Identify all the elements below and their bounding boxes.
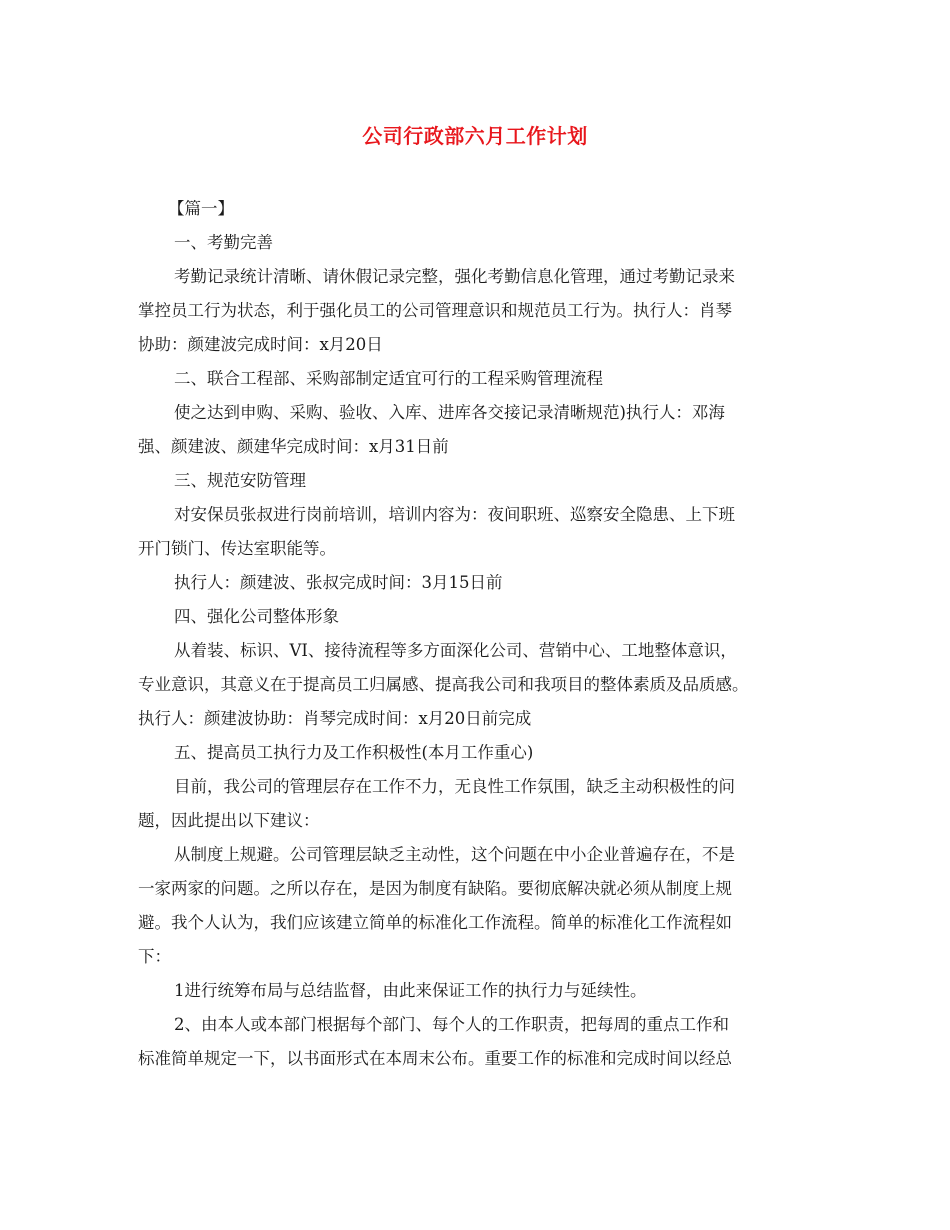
text-line: 从着装、标识、VI、接待流程等多方面深化公司、营销中心、工地整体意识，: [174, 641, 737, 660]
text-line: 掌控员工行为状态，利于强化员工的公司管理意识和规范员工行为。执行人：肖琴: [138, 301, 732, 320]
text-line: 执行人：颜建波、张叔完成时间：3月15日前: [174, 573, 503, 592]
text-line: 使之达到申购、采购、验收、入库、进库各交接记录清晰规范)执行人：邓海: [174, 403, 725, 422]
text-line: 执行人：颜建波协助：肖琴完成时间：x月20日前完成: [138, 709, 532, 728]
text-line: 从制度上规避。公司管理层缺乏主动性，这个问题在中小企业普遍存在，不是: [174, 845, 735, 864]
section-tag: 【篇一】: [168, 199, 234, 218]
text-line: 一家两家的问题。之所以存在，是因为制度有缺陷。要彻底解决就必须从制度上规: [138, 879, 732, 898]
text-line: 专业意识，其意义在于提高员工归属感、提高我公司和我项目的整体素质及品质感。: [138, 675, 749, 694]
text-line: 开门锁门、传达室职能等。: [138, 539, 336, 558]
text-line: 对安保员张叔进行岗前培训，培训内容为：夜间职班、巡察安全隐患、上下班: [174, 505, 735, 524]
text-line: 考勤记录统计清晰、请休假记录完整，强化考勤信息化管理，通过考勤记录来: [174, 267, 735, 286]
text-line: 标准简单规定一下，以书面形式在本周末公布。重要工作的标准和完成时间以经总: [138, 1049, 732, 1068]
text-line: 下：: [138, 947, 171, 966]
document-title: 公司行政部六月工作计划: [362, 124, 588, 148]
text-line: 一、考勤完善: [174, 233, 273, 252]
document-body: [138, 192, 818, 1076]
text-line: 五、提高员工执行力及工作积极性(本月工作重心): [174, 743, 534, 762]
text-line: 四、强化公司整体形象: [174, 607, 339, 626]
text-line: 强、颜建波、颜建华完成时间：x月31日前: [138, 437, 449, 456]
text-line: 题，因此提出以下建议：: [138, 811, 320, 830]
text-line: 二、联合工程部、采购部制定适宜可行的工程采购管理流程: [174, 369, 603, 388]
text-line: 2、由本人或本部门根据每个部门、每个人的工作职责，把每周的重点工作和: [174, 1015, 729, 1034]
text-line: 三、规范安防管理: [174, 471, 306, 490]
text-line: 协助：颜建波完成时间：x月20日: [138, 335, 383, 354]
text-line: 1进行统筹布局与总结监督，由此来保证工作的执行力与延续性。: [174, 981, 647, 1000]
text-line: 避。我个人认为，我们应该建立简单的标准化工作流程。简单的标准化工作流程如: [138, 913, 732, 932]
text-line: 目前，我公司的管理层存在工作不力，无良性工作氛围，缺乏主动积极性的问: [174, 777, 735, 796]
